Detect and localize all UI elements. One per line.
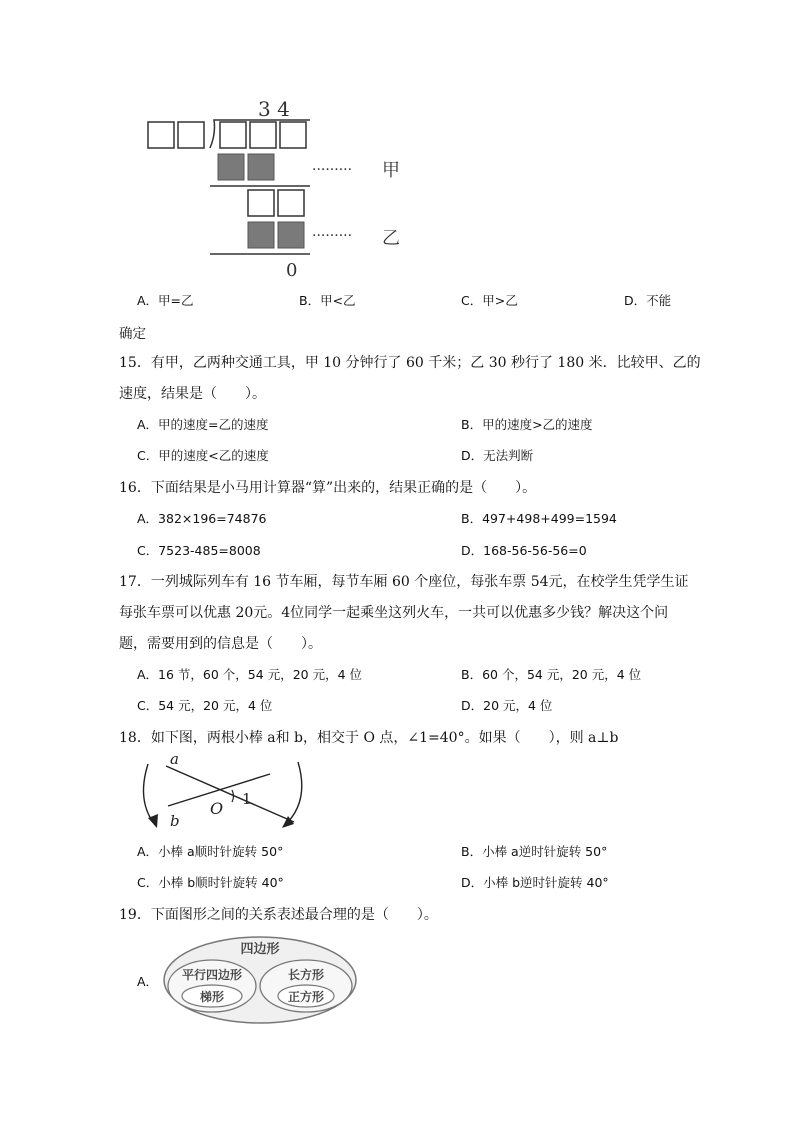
division-bracket: [210, 120, 310, 148]
q14-option-d-continued: 确定: [119, 326, 146, 342]
q17-stem-line1: 17．一列城际列车有 16 节车厢，每节车厢 60 个座位，每张车票 54元，在校学生凭学生证: [119, 574, 689, 590]
q18-option-c[interactable]: C．小棒 b顺时针旋转 40°: [137, 875, 284, 890]
label-b: b: [170, 812, 180, 830]
q16-option-b[interactable]: B．497+498+499=1594: [461, 511, 617, 526]
q15-stem-line2: 速度，结果是（ ）。: [119, 386, 266, 402]
q14-option-a[interactable]: A．甲=乙: [137, 293, 194, 308]
right-rotation-arrow: [284, 762, 302, 826]
dividend-box-3: [280, 122, 306, 148]
dots-yi: ·········: [312, 228, 353, 244]
q15-option-a[interactable]: A．甲的速度=乙的速度: [137, 417, 269, 432]
q14-option-b[interactable]: B．甲<乙: [299, 293, 356, 308]
label-square: 正方形: [287, 990, 325, 1004]
q18-option-b[interactable]: B．小棒 a逆时针旋转 50°: [461, 844, 608, 859]
q17-option-a[interactable]: A．16 节，60 个，54 元，20 元，4 位: [137, 667, 362, 682]
quotient: 3 4: [258, 97, 290, 121]
q17-stem-line3: 题，需要用到的信息是（ ）。: [119, 636, 322, 652]
q17-option-c[interactable]: C．54 元，20 元，4 位: [137, 698, 273, 713]
dividend-box-2: [250, 122, 276, 148]
q17-stem-line2: 每张车票可以优惠 20元。4位同学一起乘坐这列火车，一共可以优惠多少钱？解决这个问: [119, 605, 669, 621]
product-box-3: [248, 222, 274, 248]
q17-option-b[interactable]: B．60 个，54 元，20 元，4 位: [461, 667, 642, 682]
product-box-1: [218, 154, 244, 180]
q17-option-d[interactable]: D．20 元，4 位: [461, 698, 553, 713]
divisor-box-2: [178, 122, 204, 148]
q16-option-a[interactable]: A．382×196=74876: [137, 511, 267, 526]
q16-option-d[interactable]: D．168-56-56-56=0: [461, 543, 587, 558]
q14-option-c[interactable]: C．甲>乙: [461, 293, 518, 308]
label-a: a: [170, 752, 179, 768]
label-trapezoid: 梯形: [199, 990, 225, 1004]
q15-option-b[interactable]: B．甲的速度>乙的速度: [461, 417, 593, 432]
divisor-box-1: [148, 122, 174, 148]
q18-option-a[interactable]: A．小棒 a顺时针旋转 50°: [137, 844, 284, 859]
q15-option-d[interactable]: D．无法判断: [461, 448, 534, 463]
angle-arc: [232, 790, 234, 802]
q19-stem: 19．下面图形之间的关系表述最合理的是（ ）。: [119, 907, 438, 923]
q15-stem-line1: 15．有甲，乙两种交通工具，甲 10 分钟行了 60 千米；乙 30 秒行了 180 米．比较甲、乙的: [119, 355, 701, 371]
step-box-2: [278, 190, 304, 216]
q14-option-d[interactable]: D．不能: [624, 293, 672, 308]
quadrilateral-venn-diagram[interactable]: [160, 934, 360, 1026]
label-yi: 乙: [382, 228, 400, 249]
label-quadrilateral: 四边形: [240, 942, 280, 957]
label-o: O: [210, 799, 224, 818]
q16-stem: 16．下面结果是小马用计算器“算”出来的，结果正确的是（ ）。: [119, 480, 537, 496]
q18-stem: 18．如下图，两根小棒 a和 b，相交于 O 点，∠1=40°。如果（ ），则 a⊥b: [119, 730, 619, 746]
label-rectangle: 长方形: [287, 968, 325, 982]
q19-option-a-letter[interactable]: A．: [137, 974, 159, 989]
stick-a: [166, 766, 294, 822]
q15-option-c[interactable]: C．甲的速度<乙的速度: [137, 448, 269, 463]
division-figure: [140, 96, 420, 286]
product-box-4: [278, 222, 304, 248]
q18-option-d[interactable]: D．小棒 b逆时针旋转 40°: [461, 875, 609, 890]
sticks-figure: [134, 752, 310, 832]
q16-option-c[interactable]: C．7523-485=8008: [137, 543, 261, 558]
label-jia: 甲: [382, 160, 400, 181]
dots-jia: ·········: [312, 162, 353, 178]
label-angle-1: 1: [242, 790, 252, 808]
product-box-2: [248, 154, 274, 180]
remainder: 0: [286, 260, 298, 281]
step-box-1: [248, 190, 274, 216]
dividend-box-1: [220, 122, 246, 148]
label-parallelogram: 平行四边形: [181, 968, 243, 982]
